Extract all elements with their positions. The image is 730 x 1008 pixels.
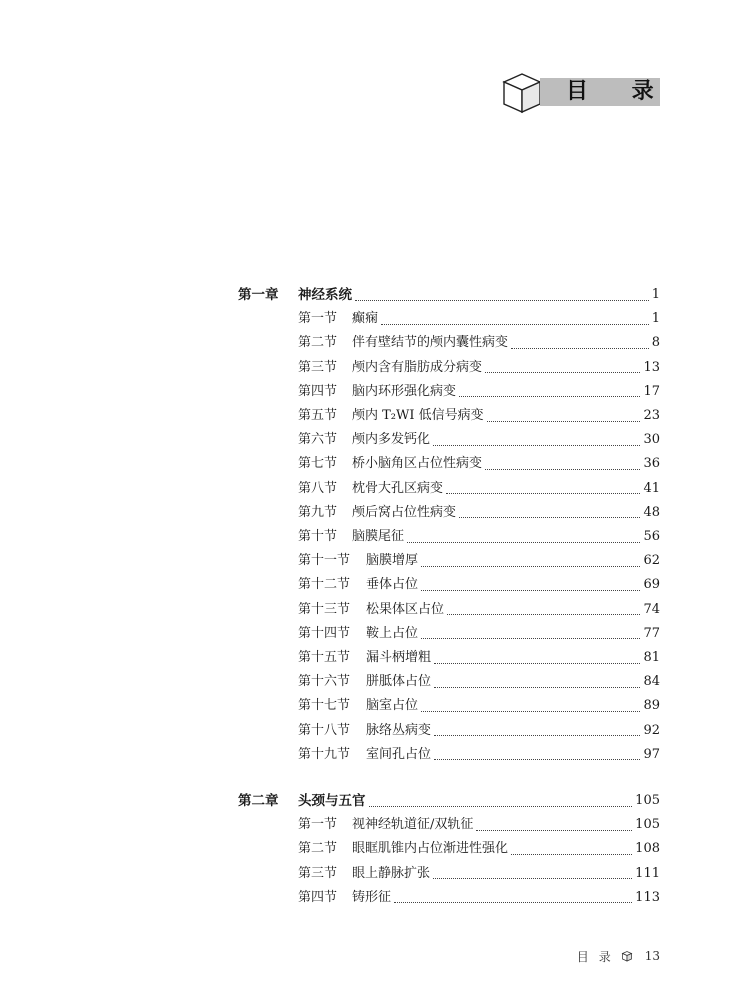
section-number: 第十五节 [298, 650, 351, 665]
dot-leader [433, 445, 640, 446]
dot-leader [421, 711, 640, 712]
section-number: 第七节 [298, 456, 338, 472]
section-number: 第二节 [298, 335, 338, 351]
dot-leader [511, 348, 649, 349]
page-number: 41 [643, 480, 660, 496]
page-number: 89 [643, 698, 660, 714]
toc-chapter-row[interactable] [0, 790, 730, 812]
section-title: 脑膜尾征 [352, 529, 405, 544]
page-number: 111 [635, 865, 660, 881]
toc-section-row[interactable] [0, 863, 730, 885]
toc-section-row[interactable] [0, 695, 730, 717]
section-title: 室间孔占位 [366, 746, 432, 762]
toc-section-row[interactable] [0, 381, 730, 403]
section-title: 垂体占位 [366, 577, 419, 593]
dot-leader [394, 902, 632, 903]
dot-leader [369, 806, 633, 807]
dot-leader [434, 687, 640, 688]
dot-leader [407, 542, 640, 543]
section-title: 眼上静脉扩张 [352, 865, 431, 881]
toc-section-row[interactable] [0, 599, 730, 621]
section-title: 脉络丛病变 [366, 722, 432, 738]
section-number: 第十三节 [298, 601, 351, 617]
toc-section-row[interactable] [0, 478, 730, 500]
toc-section-row[interactable] [0, 838, 730, 860]
section-number: 第十七节 [298, 698, 351, 714]
toc-section-row[interactable] [0, 720, 730, 742]
section-number: 第一节 [298, 311, 338, 327]
toc-section-row[interactable] [0, 429, 730, 451]
dot-leader [487, 421, 641, 422]
page-number: 84 [643, 674, 660, 690]
toc-chapter-row[interactable] [0, 284, 730, 306]
page-number: 8 [651, 335, 660, 351]
section-number: 第五节 [298, 408, 338, 423]
dot-leader [381, 324, 649, 325]
dot-leader [421, 590, 640, 591]
page-number: 108 [635, 841, 660, 857]
section-number: 第八节 [298, 480, 338, 496]
dot-leader [355, 300, 649, 301]
section-number: 第十一节 [298, 553, 351, 569]
toc-section-row[interactable] [0, 647, 730, 669]
toc-section-row[interactable] [0, 744, 730, 766]
section-number: 第六节 [298, 432, 338, 448]
page-number: 30 [643, 432, 660, 448]
page-number: 97 [643, 746, 660, 762]
page-number: 13 [643, 359, 660, 375]
section-title: 颅后窝占位性病变 [352, 504, 457, 520]
section-number: 第二节 [298, 841, 338, 857]
section-title: 铸形征 [352, 889, 392, 905]
toc-section-row[interactable] [0, 623, 730, 645]
page-number: 69 [643, 577, 660, 593]
page-number: 23 [643, 408, 660, 423]
dot-leader [447, 614, 640, 615]
section-number: 第十九节 [298, 746, 351, 762]
section-title: 颅内 T₂WI 低信号病变 [352, 408, 484, 423]
dot-leader [421, 566, 640, 567]
section-number: 第十八节 [298, 722, 351, 738]
section-title: 伴有壁结节的颅内囊性病变 [352, 335, 509, 351]
section-number: 第三节 [298, 359, 338, 375]
page-number: 48 [643, 504, 660, 520]
toc-section-row[interactable] [0, 814, 730, 836]
page-number: 62 [643, 553, 660, 569]
page-number: 105 [635, 793, 660, 808]
section-number: 第九节 [298, 504, 338, 520]
footer-title: 目录 [576, 949, 621, 964]
dot-leader [459, 517, 640, 518]
section-title: 颅内多发钙化 [352, 432, 431, 448]
page-number: 113 [635, 889, 660, 905]
section-number: 第十四节 [298, 625, 351, 641]
chapter-number: 第二章 [238, 793, 279, 809]
chapter-number: 第一章 [238, 287, 279, 303]
toc-section-row[interactable] [0, 308, 730, 330]
page-number: 36 [643, 456, 660, 472]
dot-leader [459, 396, 640, 397]
dot-leader [421, 638, 640, 639]
section-title: 枕骨大孔区病变 [352, 480, 444, 496]
section-title: 脑膜增厚 [366, 553, 419, 569]
section-title: 胼胝体占位 [366, 674, 432, 690]
page-number: 74 [643, 601, 660, 617]
page-number: 77 [643, 625, 660, 641]
dot-leader [446, 493, 640, 494]
toc-section-row[interactable] [0, 405, 730, 427]
dot-leader [433, 878, 632, 879]
toc-section-row[interactable] [0, 526, 730, 548]
section-title: 颅内含有脂肪成分病变 [352, 359, 483, 375]
section-title: 漏斗柄增粗 [366, 650, 432, 665]
toc-section-row[interactable] [0, 550, 730, 572]
section-title: 癫痫 [352, 311, 379, 327]
cube-icon [498, 68, 546, 116]
page-number: 56 [643, 529, 660, 544]
page-footer [560, 946, 660, 966]
section-title: 鞍上占位 [366, 625, 419, 641]
toc-section-row[interactable] [0, 502, 730, 524]
toc-section-row[interactable] [0, 357, 730, 379]
section-title: 脑内环形强化病变 [352, 383, 457, 399]
page-title: 目 录 [566, 79, 672, 104]
dot-leader [434, 759, 640, 760]
footer-page-number: 13 [644, 949, 660, 963]
toc-section-row[interactable] [0, 671, 730, 693]
chapter-title: 头颈与五官 [298, 793, 366, 809]
section-title: 脑室占位 [366, 698, 419, 714]
dot-leader [434, 663, 640, 664]
page-number: 1 [651, 311, 660, 327]
section-title: 视神经轨道征/双轨征 [352, 817, 474, 833]
toc-section-row[interactable] [0, 574, 730, 596]
dot-leader [485, 372, 640, 373]
dot-leader [434, 735, 640, 736]
toc-section-row[interactable] [0, 887, 730, 909]
dot-leader [476, 830, 632, 831]
cube-icon [621, 950, 633, 962]
page-number: 105 [635, 817, 660, 833]
section-title: 眼眶肌锥内占位渐进性强化 [352, 841, 509, 857]
chapter-title: 神经系统 [298, 287, 352, 303]
dot-leader [511, 854, 632, 855]
dot-leader [485, 469, 640, 470]
section-title: 桥小脑角区占位性病变 [352, 456, 483, 472]
section-number: 第十二节 [298, 577, 351, 593]
toc-section-row[interactable] [0, 332, 730, 354]
section-title: 松果体区占位 [366, 601, 445, 617]
page-number: 81 [643, 650, 660, 665]
page-number: 92 [643, 722, 660, 738]
section-number: 第三节 [298, 865, 338, 881]
page-number: 1 [651, 287, 660, 302]
section-number: 第十节 [298, 529, 338, 544]
section-number: 第一节 [298, 817, 338, 833]
section-number: 第四节 [298, 383, 338, 399]
toc-section-row[interactable] [0, 453, 730, 475]
page-number: 17 [643, 383, 660, 399]
section-number: 第四节 [298, 889, 338, 905]
section-number: 第十六节 [298, 674, 351, 690]
